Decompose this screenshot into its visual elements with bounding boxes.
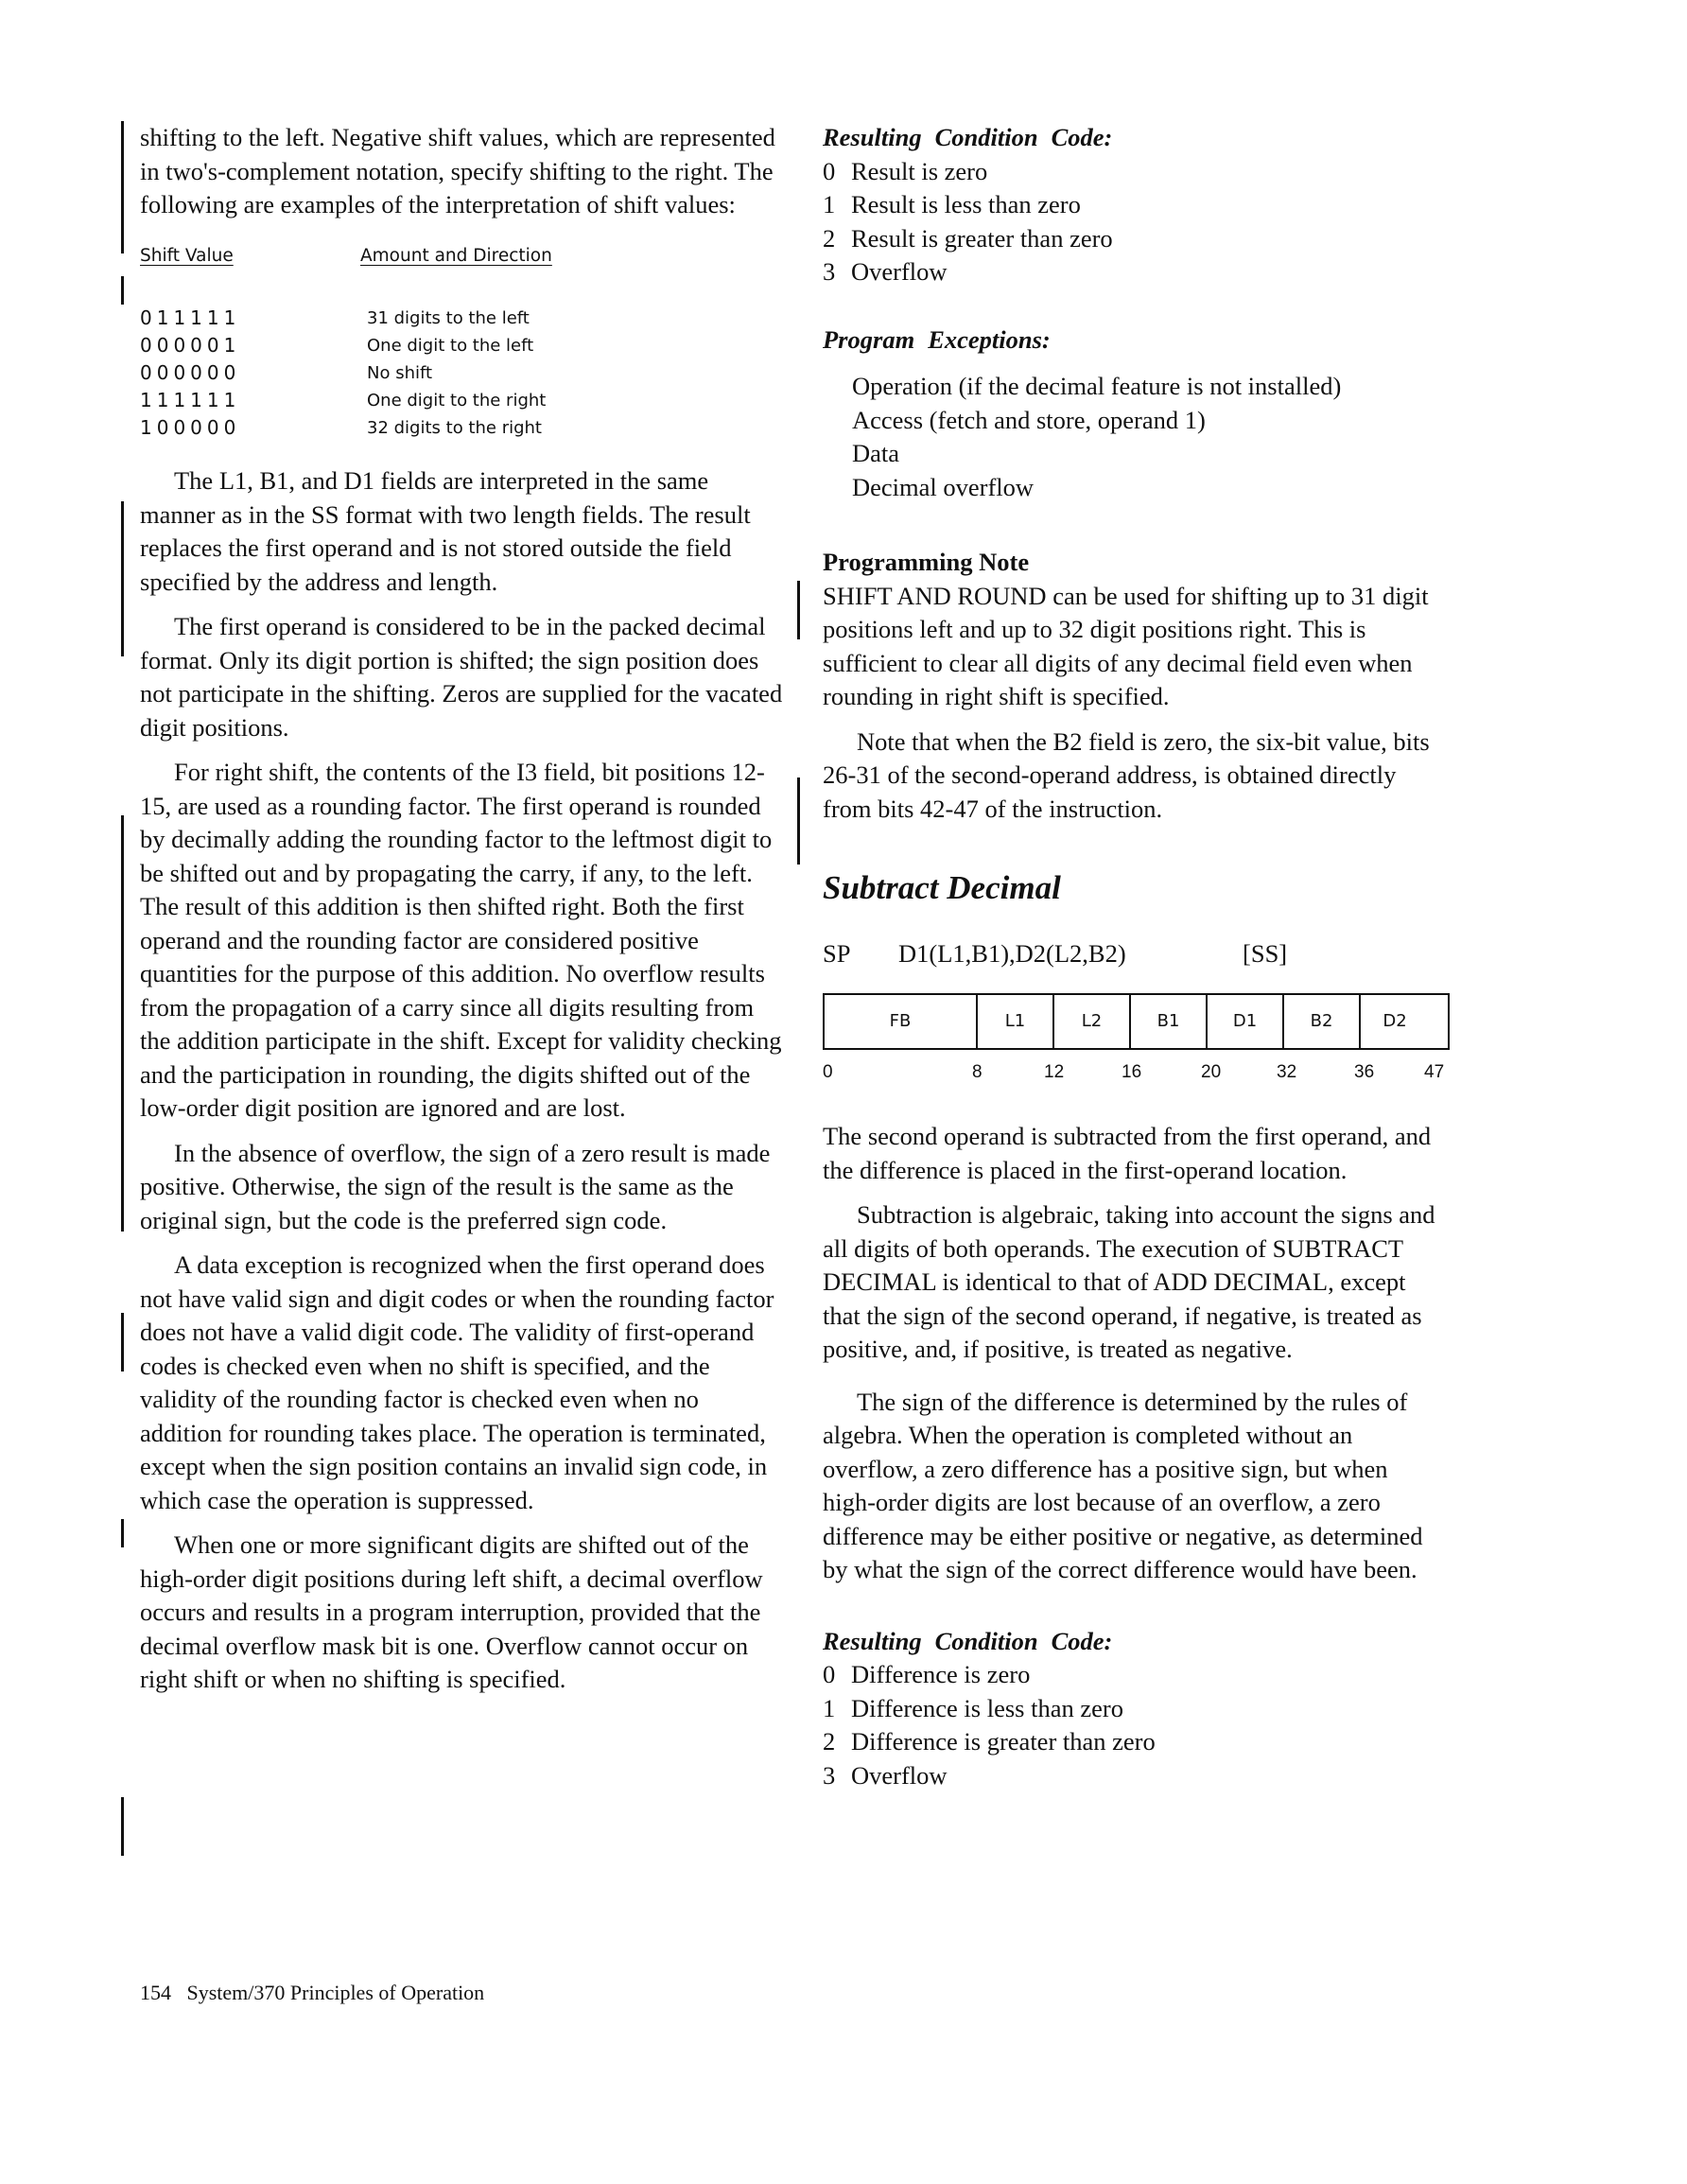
revision-bar: [797, 581, 800, 639]
paragraph: Note that when the B2 field is zero, the six-bit value, bits 26-31 of the second-operand address, is obtained directly from bits 42-47 of the instruction.: [823, 726, 1430, 823]
revision-bar: [121, 1519, 124, 1547]
bit-label: 8: [972, 1062, 983, 1082]
column-header: Shift Value: [140, 245, 234, 266]
bit-label: 16: [1122, 1062, 1142, 1082]
direction-cell: One digit to the left: [367, 336, 534, 356]
paragraph: When one or more significant digits are shifted out of the high-order digit positions during left shift, a decimal overflow occurs and results in a program interruption, provided that the decimal overflow mask bit is one. Overflow cannot occur on right shift or when no shifting is specified.: [140, 1530, 763, 1693]
instruction-format-line: [823, 937, 1447, 971]
revision-bar: [121, 1797, 124, 1856]
table-row: [140, 414, 783, 442]
field-l2: L2: [1054, 995, 1131, 1048]
table-row: [140, 305, 783, 332]
list-item: 2 Result is greater than zero: [823, 223, 1113, 253]
bit-label: 12: [1044, 1062, 1065, 1082]
left-column: [140, 121, 783, 1708]
list-item: 3 Overflow: [823, 257, 948, 286]
field-l1: L1: [978, 995, 1054, 1048]
paragraph: For right shift, the contents of the I3 field, bit positions 12-15, are used as a rounding factor. The first operand is rounded by decimally adding the rounding factor to the leftmost digit to be shifted out and by propagating the carry, if any, to the left. The result of this addition is then shifted right. Both the first operand and the rounding factor are considered positive quantities for the purpose of this addition. No overflow results from the propagation of a carry since all digits resulting from the addition participate in the shift. Except for validity checking and the participation in rounding, the digits shifted out of the low-order digit position are ignored and are lost.: [140, 758, 782, 1122]
list-item: Data: [852, 439, 900, 467]
revision-bar: [121, 501, 124, 656]
condition-code-heading: Resulting Condition Code:: [823, 1626, 1113, 1655]
list-item: 1 Difference is less than zero: [823, 1693, 1123, 1722]
page-footer: 154 System/370 Principles of Operation: [140, 1981, 485, 2004]
condition-code-heading: Resulting Condition Code:: [823, 123, 1113, 151]
condition-code-block: [823, 121, 1447, 289]
direction-cell: 31 digits to the left: [367, 308, 530, 328]
condition-code-block: [823, 1625, 1447, 1793]
revision-bar: [121, 276, 124, 305]
field-d2: D2: [1383, 1011, 1407, 1032]
paragraph: The second operand is subtracted from the first operand, and the difference is placed in the first-operand location.: [823, 1122, 1432, 1184]
list-item: 2 Difference is greater than zero: [823, 1727, 1156, 1756]
shift-table-header: [140, 239, 783, 273]
revision-bar: [121, 815, 124, 1232]
list-item: 1 Result is less than zero: [823, 190, 1081, 218]
paragraph: The L1, B1, and D1 fields are interpreted in the same manner as in the SS format with two length fields. The result replaces the first operand and is not stored outside the field specified by the address and length.: [140, 466, 751, 596]
shift-value-cell: 000001: [140, 334, 241, 357]
instruction-format-diagram: [823, 993, 1450, 1050]
operands: D1(L1,B1),D2(L2,B2): [898, 938, 1126, 968]
field-d1: D1: [1208, 995, 1284, 1048]
revision-bar: [121, 1313, 124, 1372]
bit-positions: [823, 1050, 1447, 1082]
bit-label: 32: [1277, 1062, 1297, 1082]
paragraph: The sign of the difference is determined by the rules of algebra. When the operation is completed without an overflow, a zero difference has a positive sign, but when high-order digits are lost because of an overflow, a zero difference may be either positive or negative, as determined by what the sign of the correct difference would have been.: [823, 1387, 1423, 1583]
list-item: Decimal overflow: [852, 472, 1035, 501]
bit-label: 0: [823, 1062, 833, 1082]
list-item: Access (fetch and store, operand 1): [852, 405, 1206, 434]
table-row: [140, 387, 783, 414]
direction-cell: 32 digits to the right: [367, 418, 542, 438]
table-row: [140, 359, 783, 387]
column-header: Amount and Direction: [360, 245, 552, 266]
bit-label: 36: [1354, 1062, 1375, 1082]
programming-note-heading: Programming Note: [823, 548, 1030, 576]
table-row: [140, 332, 783, 359]
mnemonic: SP: [823, 938, 851, 968]
paragraph: A data exception is recognized when the first operand does not have valid sign and digit codes or when the rounding factor does not have a valid digit code. The validity of first-operand codes is checked even when no shift is specified, and the validity of the rounding factor is checked even when no addition for rounding takes place. The operation is terminated, except when the sign position contains an invalid sign code, in which case the operation is suppressed.: [140, 1250, 774, 1514]
shift-value-cell: 100000: [140, 416, 241, 439]
shift-value-cell: 000000: [140, 361, 241, 384]
field-b1: B1: [1131, 995, 1208, 1048]
bit-label: 47: [1424, 1062, 1445, 1082]
paragraph: In the absence of overflow, the sign of a zero result is made positive. Otherwise, the sign of the result is the same as the original sign, but the code is the preferred sign code.: [140, 1138, 771, 1234]
paragraph: SHIFT AND ROUND can be used for shifting up to 31 digit positions left and up to 32 digit positions right. This is sufficient to clear all digits of any decimal field even when rounding in right shift is specified.: [823, 581, 1429, 710]
field-b2: B2: [1284, 995, 1361, 1048]
direction-cell: No shift: [367, 363, 433, 383]
revision-bar: [797, 778, 800, 865]
shift-value-cell: 111111: [140, 389, 241, 411]
bit-label: 20: [1201, 1062, 1222, 1082]
section-title: Subtract Decimal: [823, 869, 1061, 906]
field-op: FB: [825, 995, 978, 1048]
revision-bar: [121, 121, 124, 253]
format-type: [SS]: [1243, 938, 1288, 968]
direction-cell: One digit to the right: [367, 391, 547, 411]
paragraph: The first operand is considered to be in the packed decimal format. Only its digit portion is shifted; the sign position does not participate in the shifting. Zeros are supplied for the vacated digit positions.: [140, 612, 783, 742]
list-item: Operation (if the decimal feature is not installed): [852, 372, 1342, 400]
list-item: 3 Overflow: [823, 1760, 948, 1790]
paragraph: shifting to the left. Negative shift values, which are represented in two's-complement notation, specify shifting to the right. The following are examples of the interpretation of shift values:: [140, 123, 775, 218]
shift-value-cell: 011111: [140, 306, 241, 329]
program-exceptions-block: [823, 323, 1447, 505]
list-item: 0 Difference is zero: [823, 1660, 1031, 1688]
list-item: 0 Result is zero: [823, 156, 988, 185]
paragraph: Subtraction is algebraic, taking into account the signs and all digits of both operands. The execution of SUBTRACT DECIMAL is identical to that of ADD DECIMAL, except that the sign of the second operand, if negative, is treated as positive, and, if positive, is treated as negative.: [823, 1200, 1435, 1363]
right-column: [823, 121, 1447, 1792]
shift-value-table: [140, 239, 783, 443]
program-exceptions-heading: Program Exceptions:: [823, 324, 1051, 354]
